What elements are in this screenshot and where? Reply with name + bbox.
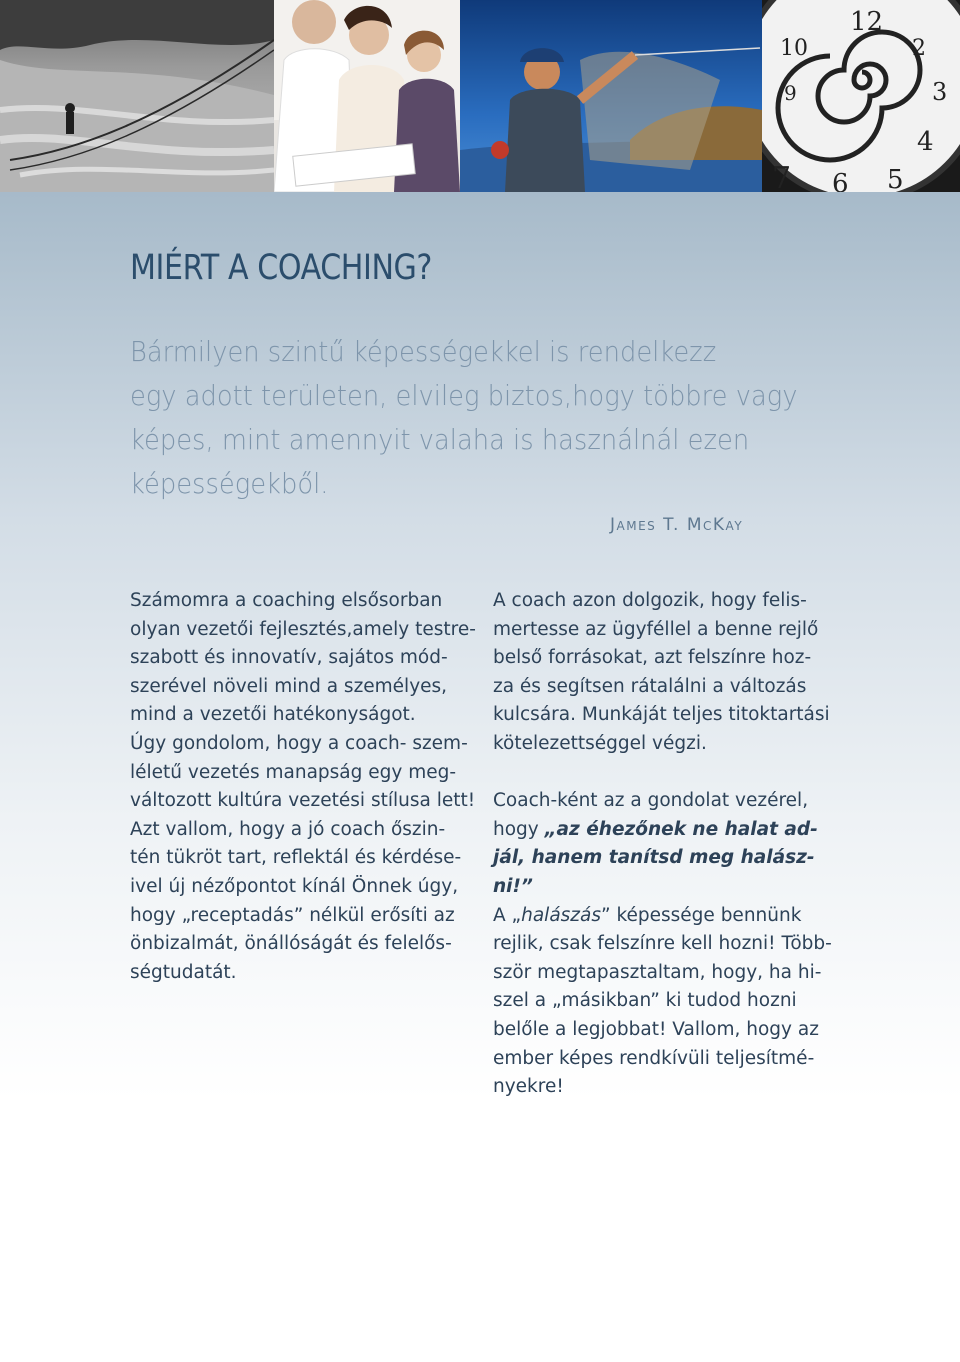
intro-quote xyxy=(130,330,830,506)
svg-text:9: 9 xyxy=(784,81,797,105)
quote-line: egy adott területen, elvileg biztos,hogy többre vagy xyxy=(130,379,798,412)
text-line: olyan vezetői fejlesztés,amely testre- xyxy=(130,618,476,640)
svg-text:4: 4 xyxy=(917,127,934,157)
text-line: Coach-ként az a gondolat vezérel, xyxy=(493,790,809,812)
text-line: Számomra a coaching elsősorban xyxy=(130,590,443,611)
text-line: változott kultúra vezetési stílusa lett! xyxy=(130,790,476,812)
fisherman-photo xyxy=(460,0,762,192)
svg-text:12: 12 xyxy=(850,7,884,37)
svg-text:5: 5 xyxy=(887,165,904,192)
text-line: belőle a legjobbat! Vallom, hogy az xyxy=(493,1018,819,1040)
emphasis-quote: jál, hanem tanítsd meg halász- xyxy=(493,847,815,869)
text-fragment: A „ xyxy=(493,904,522,926)
svg-text:6: 6 xyxy=(832,169,849,192)
text-line: za és segítsen rátalálni a változás xyxy=(493,675,807,697)
text-line: tén tükröt tart, reflektál és kérdése- xyxy=(130,847,462,869)
svg-text:2: 2 xyxy=(912,36,926,61)
text-line: belső forrásokat, azt felszínre hoz- xyxy=(493,647,812,669)
svg-text:7: 7 xyxy=(772,161,792,192)
rope-bridge-photo xyxy=(0,0,274,192)
text-line: mind a vezetői hatékonyságot. xyxy=(130,704,416,726)
text-line: önbizalmát, önállóságát és felelős- xyxy=(130,933,452,955)
text-line: mertesse az ügyféllel a benne rejlő xyxy=(493,618,819,640)
text-line: szabott és innovatív, sajátos mód- xyxy=(130,647,448,669)
text-line xyxy=(493,902,843,931)
text-line xyxy=(493,816,843,845)
text-line: ivel új nézőpontot kínál Önnek úgy, xyxy=(130,875,459,897)
page-title: MIÉRT A COACHING? xyxy=(130,248,432,288)
right-column xyxy=(493,587,843,1102)
text-line: Azt vallom, hogy a jó coach őszin- xyxy=(130,818,446,840)
left-column xyxy=(130,587,480,987)
emphasis-quote: „az éhezőnek ne halat ad- xyxy=(544,818,818,840)
quote-author: James T. McKay xyxy=(610,515,744,535)
text-line: szerével növeli mind a személyes, xyxy=(130,675,448,697)
photo-strip xyxy=(0,0,960,200)
quote-line: képes, mint amennyit valaha is használnál ezen xyxy=(130,423,750,456)
text-fragment: hogy xyxy=(493,818,545,840)
text-line: léletű vezetés manapság egy meg- xyxy=(130,761,457,783)
text-line: hogy „receptadás” nélkül erősíti az xyxy=(130,904,455,926)
quote-line: képességekből. xyxy=(130,467,329,500)
text-line: Úgy gondolom, hogy a coach- szem- xyxy=(130,732,468,754)
text-line: nyekre! xyxy=(493,1076,564,1098)
text-line: szel a „másikban” ki tudod hozni xyxy=(493,990,797,1012)
emphasis-quote: ni!” xyxy=(493,875,533,897)
business-women-photo xyxy=(274,0,460,192)
text-fragment: ” képessége bennünk xyxy=(601,904,802,926)
svg-text:10: 10 xyxy=(780,36,808,61)
italic-word: halászás xyxy=(521,904,601,926)
text-line: A coach azon dolgozik, hogy felis- xyxy=(493,590,807,611)
text-line: kulcsára. Munkáját teljes titoktartási xyxy=(493,704,830,726)
text-line: rejlik, csak felszínre kell hozni! Több- xyxy=(493,933,832,955)
svg-text:3: 3 xyxy=(932,78,948,106)
text-line: ember képes rendkívüli teljesítmé- xyxy=(493,1047,815,1069)
paragraph-gap xyxy=(493,759,843,788)
text-line: kötelezettséggel végzi. xyxy=(493,732,707,754)
spiral-clock-photo xyxy=(762,0,960,192)
text-line: ször megtapasztaltam, hogy, ha hi- xyxy=(493,961,822,983)
quote-line: Bármilyen szintű képességekkel is rendelkezz xyxy=(130,335,717,368)
text-line: ségtudatát. xyxy=(130,961,237,983)
